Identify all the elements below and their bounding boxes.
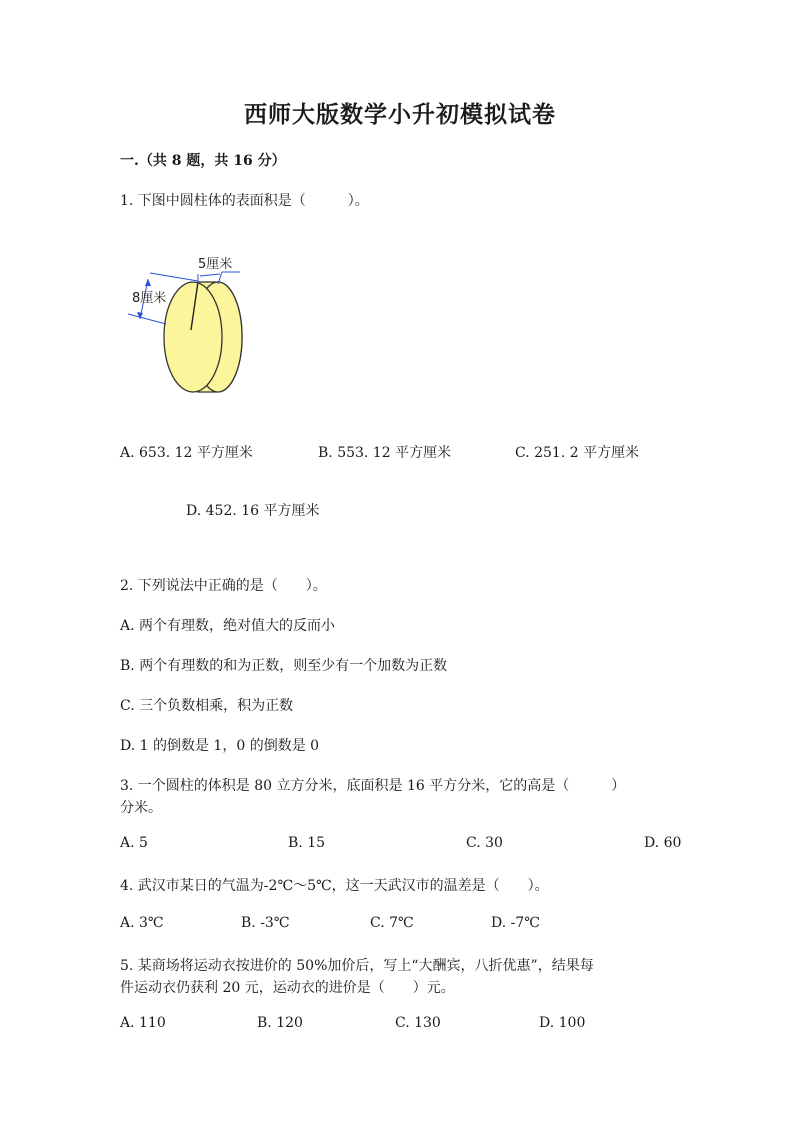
q3-option-c: C. 30 [466,835,503,851]
diameter-ext-top [150,273,198,281]
q4-option-a: A. 3℃ [120,915,164,931]
q4-option-b: B. -3℃ [241,915,290,931]
diameter-arrow-top [145,279,151,286]
section-heading: 一.（共 8 题，共 16 分） [120,153,286,169]
q4-option-d: D. -7℃ [491,915,540,931]
question-5-stem-line1: 5. 某商场将运动衣按进价的 50%加价后，写上“大酬宾，八折优惠”，结果每 [120,958,594,974]
q1-option-c: C. 251. 2 平方厘米 [515,445,640,461]
question-2-stem: 2. 下列说法中正确的是（ ）。 [120,578,327,594]
question-3-stem-line1: 3. 一个圆柱的体积是 80 立方分米，底面积是 16 平方分米，它的高是（ ） [120,778,626,794]
q1-option-d: D. 452. 16 平方厘米 [186,503,320,519]
cylinder-front-face [164,282,222,392]
question-1-stem: 1. 下图中圆柱体的表面积是（ ）。 [120,193,369,209]
radius-dimension-line [200,274,220,276]
q4-option-c: C. 7℃ [370,915,414,931]
question-5-stem-line2: 件运动衣仍获利 20 元，运动衣的进价是（ ）元。 [120,980,455,996]
q5-option-d: D. 100 [539,1015,586,1031]
page-title: 西师大版数学小升初模拟试卷 [244,101,556,128]
q5-option-b: B. 120 [257,1015,303,1031]
q1-option-a: A. 653. 12 平方厘米 [120,445,253,461]
q2-option-a: A. 两个有理数，绝对值大的反而小 [120,618,336,634]
q5-option-a: A. 110 [120,1015,166,1031]
height-label: 8厘米 [132,291,167,306]
question-3-stem-line2: 分米。 [120,800,162,816]
q2-option-b: B. 两个有理数的和为正数，则至少有一个加数为正数 [120,658,448,674]
q3-option-b: B. 15 [288,835,326,851]
cylinder-diagram [118,246,258,396]
radius-label: 5厘米 [198,257,233,272]
q1-option-b: B. 553. 12 平方厘米 [318,445,452,461]
q2-option-d: D. 1 的倒数是 1，0 的倒数是 0 [120,738,320,754]
q2-option-c: C. 三个负数相乘，积为正数 [120,698,294,714]
cylinder-figure [118,246,258,400]
diameter-ext-bottom [128,314,166,324]
q5-option-c: C. 130 [395,1015,441,1031]
q3-option-a: A. 5 [120,835,148,851]
q3-option-d: D. 60 [644,835,682,851]
question-4-stem: 4. 武汉市某日的气温为-2℃～5℃，这一天武汉市的温差是（ ）。 [120,878,549,894]
